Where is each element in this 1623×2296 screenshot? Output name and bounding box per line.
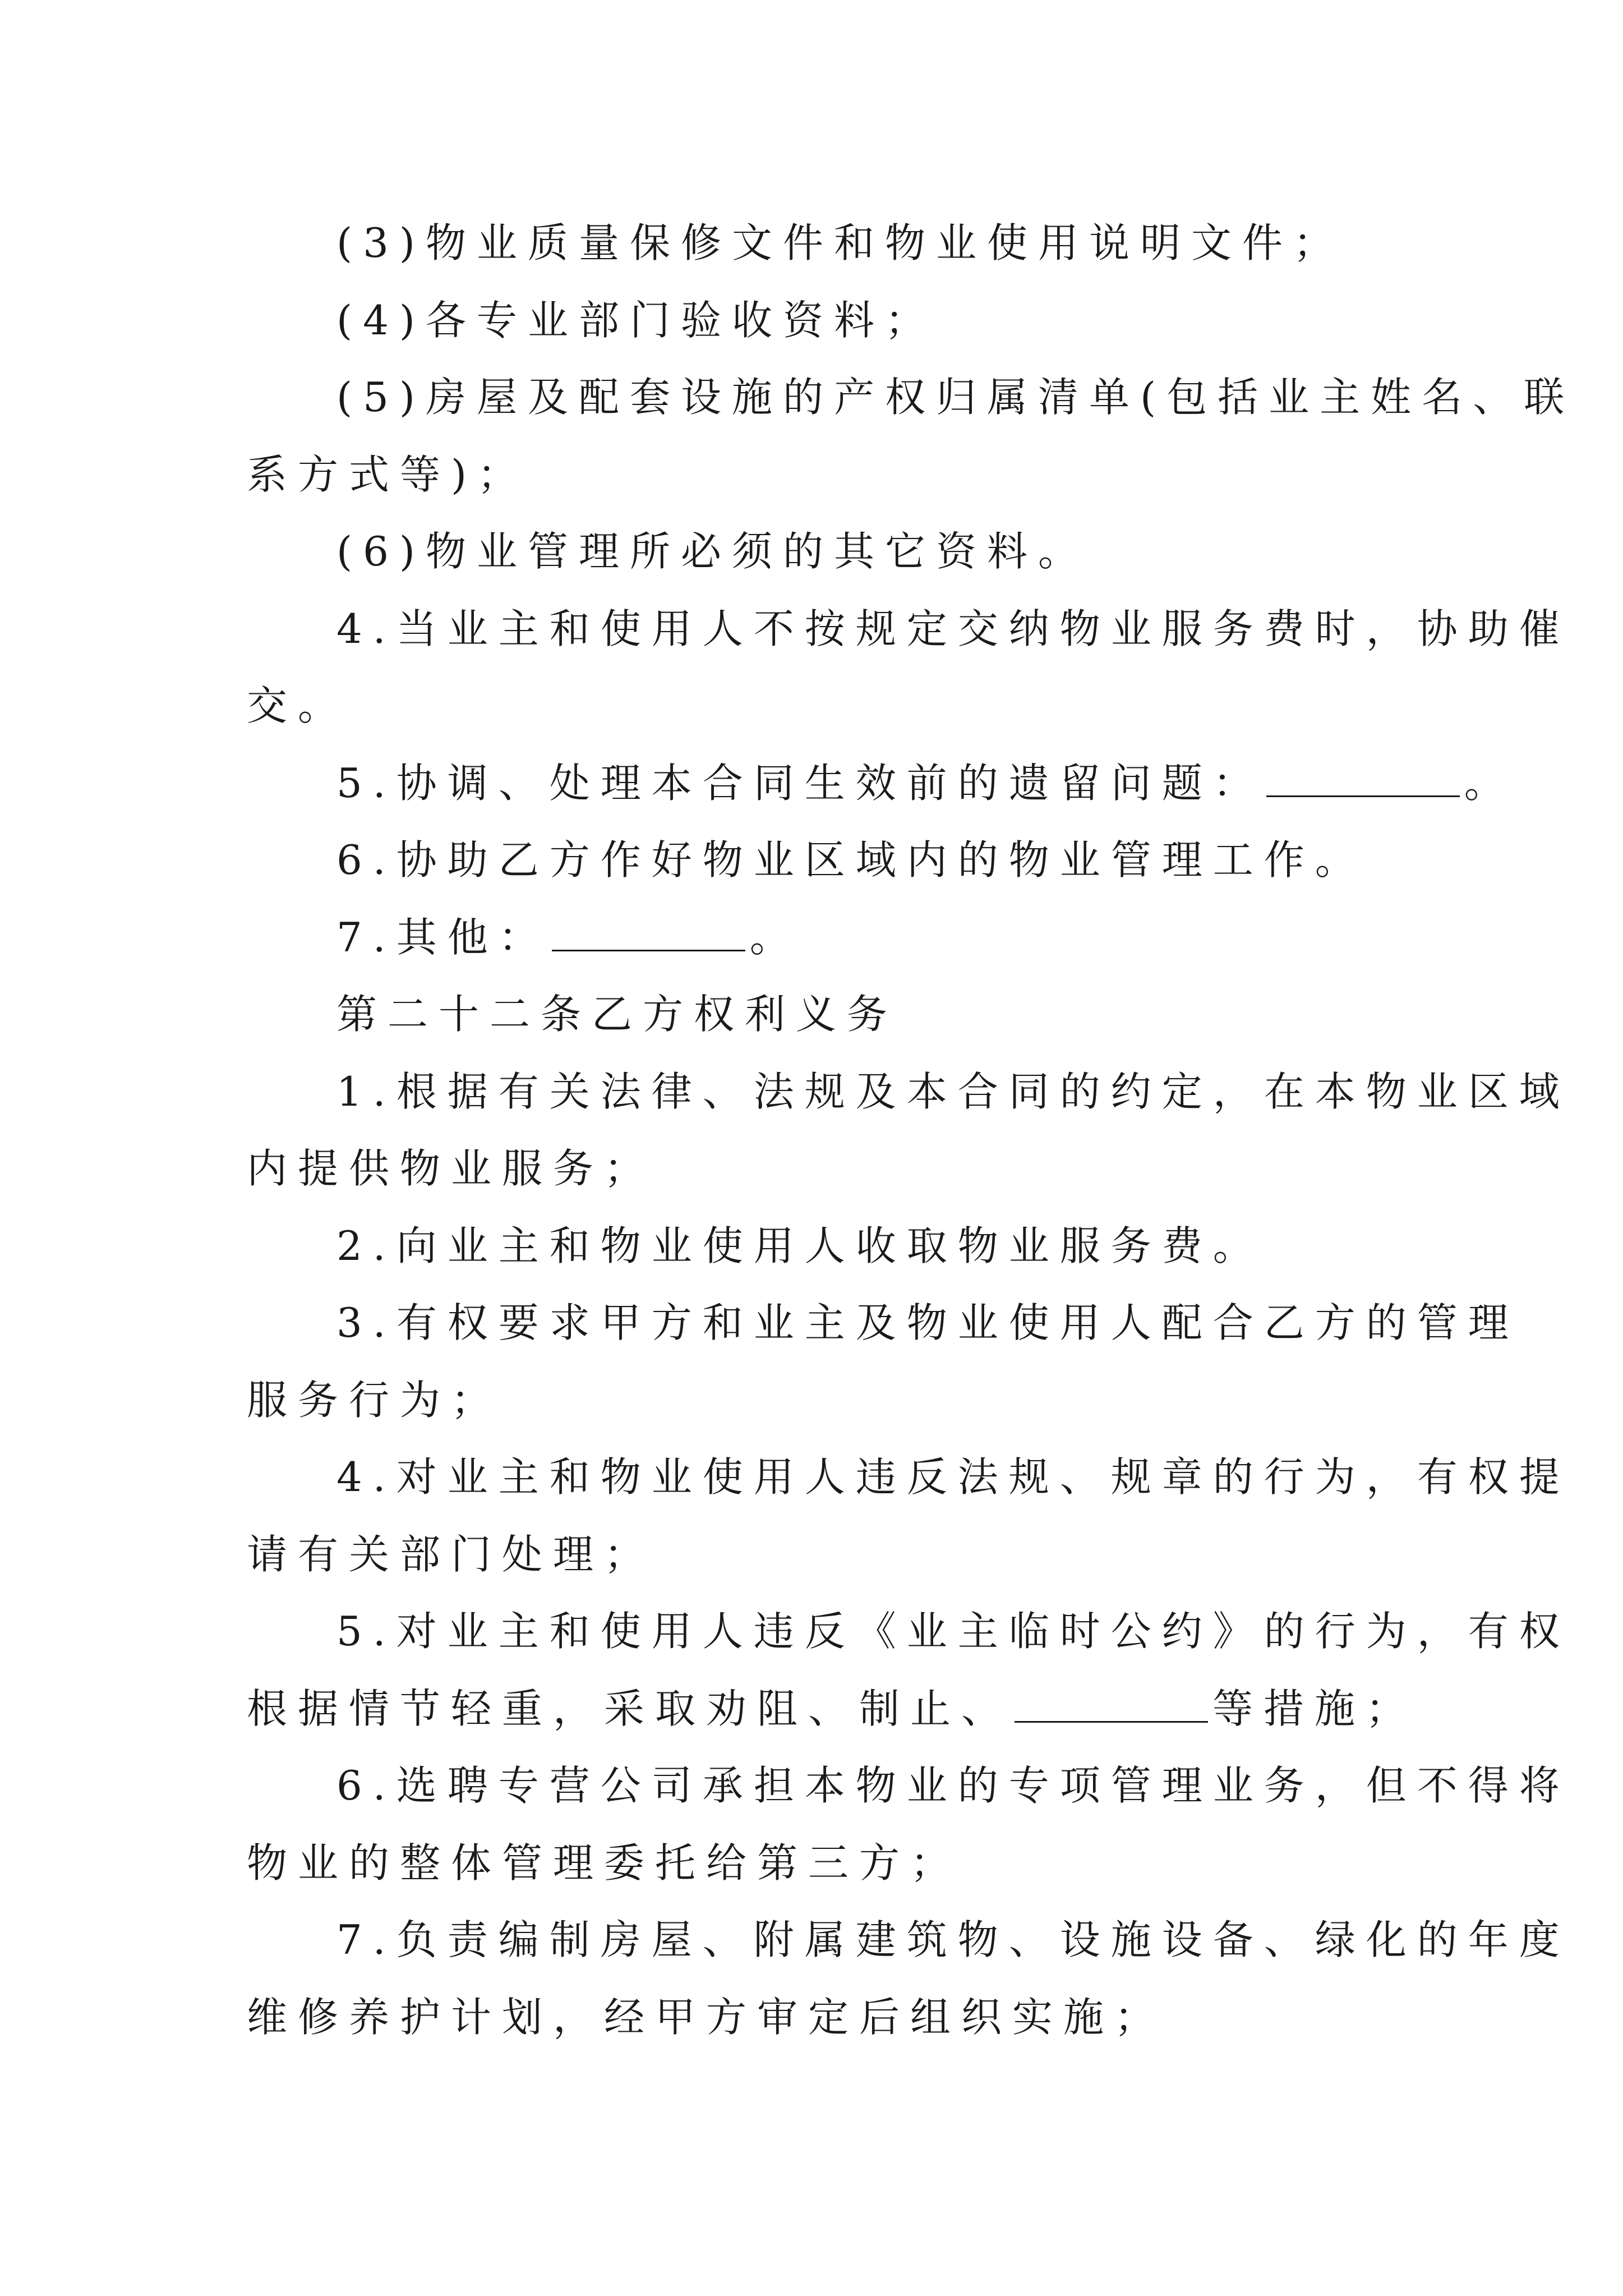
paragraph-line — [336, 756, 1515, 810]
paragraph-line: (4)各专业部门验收资料； — [336, 297, 936, 344]
fill-in-blank — [552, 910, 745, 951]
paragraph-line: 交。 — [247, 682, 349, 729]
paragraph-line: 内提供物业服务； — [247, 1145, 656, 1192]
paragraph-line: (6)物业管理所必须的其它资料。 — [336, 528, 1089, 575]
paragraph-line: 6.协助乙方作好物业区域内的物业管理工作。 — [336, 836, 1366, 884]
paragraph-line: 5.对业主和使用人违反《业主临时公约》的行为，有权 — [336, 1608, 1570, 1655]
line-text: 。 — [1464, 760, 1515, 807]
paragraph-line: 3.有权要求甲方和业主及物业使用人配合乙方的管理 — [336, 1299, 1519, 1346]
line-text: 根据情节轻重，采取劝阻、制止、 — [247, 1685, 1013, 1732]
paragraph-line: 6.选聘专营公司承担本物业的专项管理业务，但不得将 — [336, 1762, 1570, 1809]
paragraph-line: 4.当业主和使用人不按规定交纳物业服务费时，协助催 — [336, 605, 1570, 652]
line-text: 。 — [749, 914, 801, 961]
paragraph-line: 1.根据有关法律、法规及本合同的约定，在本物业区域 — [336, 1068, 1570, 1115]
paragraph-line: 物业的整体管理委托给第三方； — [247, 1839, 962, 1887]
paragraph-line: 服务行为； — [247, 1377, 502, 1424]
paragraph-line: (5)房屋及配套设施的产权归属清单(包括业主姓名、联 — [336, 374, 1575, 421]
line-text: 等措施； — [1212, 1685, 1417, 1732]
article-heading: 第二十二条乙方权利义务 — [336, 991, 898, 1038]
paragraph-line — [336, 910, 801, 964]
paragraph-line: (3)物业质量保修文件和物业使用说明文件； — [336, 219, 1344, 266]
line-text: 7.其他： — [336, 914, 550, 961]
paragraph-line: 2.向业主和物业使用人收取物业服务费。 — [336, 1222, 1264, 1269]
paragraph-line: 4.对业主和物业使用人违反法规、规章的行为，有权提 — [336, 1453, 1570, 1501]
paragraph-line: 请有关部门处理； — [247, 1531, 656, 1578]
paragraph-line: 维修养护计划，经甲方审定后组织实施； — [247, 1994, 1166, 2041]
paragraph-line: 7.负责编制房屋、附属建筑物、设施设备、绿化的年度 — [336, 1916, 1570, 1963]
paragraph-line — [247, 1682, 1417, 1736]
paragraph-line: 系方式等)； — [247, 451, 529, 498]
fill-in-blank — [1266, 756, 1460, 797]
fill-in-blank — [1015, 1682, 1208, 1723]
line-text: 5.协调、处理本合同生效前的遗留问题： — [336, 760, 1264, 807]
